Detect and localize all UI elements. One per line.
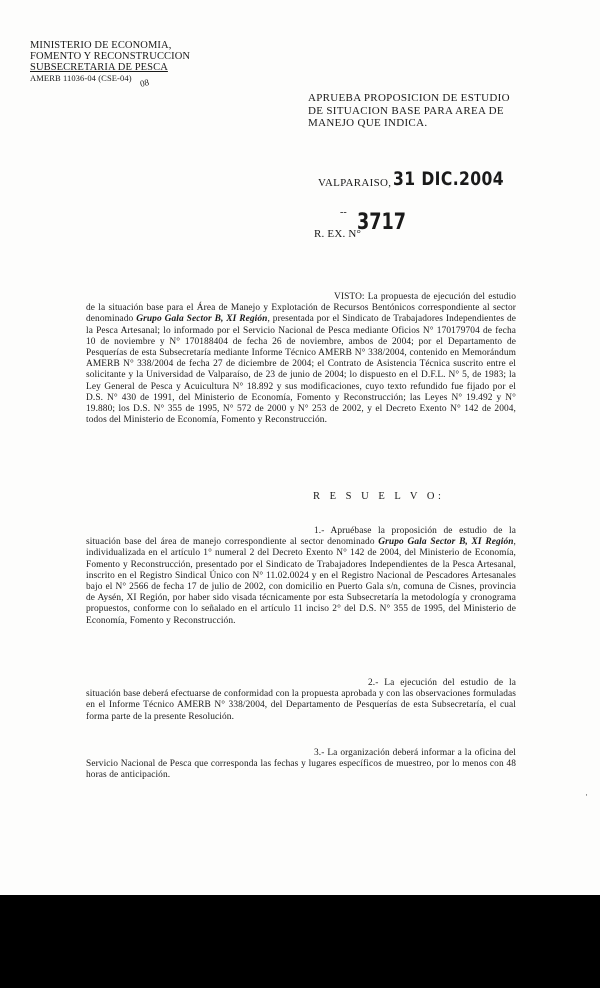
emphasized-text: Grupo Gala Sector B, XI Región [136, 314, 268, 325]
place-label: VALPARAISO, [318, 177, 392, 189]
resuelvo-heading: R E S U E L V O: [313, 491, 445, 502]
body-text: , individualizada en el artículo 1° numeral 2 del Decreto Exento N° 142 de 2004, del Ministerio de Economía, Fomento y Reconstrucción, presentado por el Sindicato de Trabajadores Independientes de la Pesca Artesanal, inscrito en el Registro Sindical Único con N° 11.02.0024 y en el Registro Nacional de Pescadores Artesanales bajo el N° 2566 de fecha 17 de julio de 2002, con domicilio en Puerto Gala s/n, comuna de Cisnes, provincia de Aysén, XI Región, por haber sido visada técnicamente por esta Subsecretaría la metodología y cronograma propuestos, conforme con lo señalado en el artículo 11 inciso 2° del D.S. N° 355 de 1995, del Ministerio de Economía, Fomento y Reconstrucción. [86, 537, 516, 626]
subject-line: DE SITUACION BASE PARA AREA DE [308, 104, 504, 117]
emphasized-text: Grupo Gala Sector B, XI Región [378, 537, 514, 548]
ministry-line: FOMENTO Y RECONSTRUCCION [30, 51, 191, 62]
visto-paragraph [86, 292, 516, 426]
body-text: VISTO: La propuesta de ejecución del estudio de la situación base para el Área de Manejo y Explotación de Recursos Bentónicos correspondiente al sector denominado [86, 292, 516, 325]
ministry-line: MINISTERIO DE ECONOMIA, [30, 40, 172, 51]
margin-mark: · [585, 790, 588, 800]
resolution-item-1 [86, 526, 516, 627]
resolution-item-2: 2.- La ejecución del estudio de la situación base deberá efectuarse de conformidad con la propuesta aprobada y con las observaciones formuladas en el Informe Técnico AMERB N° 338/2004, del Departamento de Pesquerías de esta Subsecretaría, el cual forma parte de la presente Resolución. [86, 678, 516, 722]
resolution-subject [308, 92, 523, 130]
body-text: 1.- Apruébase la proposición de estudio de la situación base del área de manejo correspondiente al sector denominado [86, 526, 516, 548]
subject-line: MANEJO QUE INDICA. [308, 117, 428, 129]
resolution-label: R. EX. N° [314, 228, 362, 240]
resolution-tick: -- [340, 207, 347, 218]
scan-border [0, 895, 600, 988]
resolution-item-3: 3.- La organización deberá informar a la oficina del Servicio Nacional de Pesca que corresponda las fechas y lugares específicos de muestreo, por lo menos con 48 horas de anticipación. [86, 748, 516, 781]
ministry-line: AMERB 11036-04 (CSE-04) [30, 73, 132, 83]
handwritten-mark: 08 [139, 77, 150, 89]
subject-line: APRUEBA PROPOSICION DE ESTUDIO [308, 92, 510, 104]
ministry-line: SUBSECRETARIA DE PESCA [30, 62, 168, 73]
ministry-header [30, 40, 200, 84]
body-text: , presentada por el Sindicato de Trabajadores Independientes de la Pesca Artesanal; lo informado por el Servicio Nacional de Pesca mediante Oficios N° 170179704 de fecha 10 de noviembre y N° 170188404 de fecha 26 de noviembre, ambos de 2004; por el Departamento de Pesquerías de esta Subsecretaría mediante Informe Técnico AMERB N° 338/2004, contenido en Memorándum AMERB N° 338/2004 de fecha 27 de diciembre de 2004; el Contrato de Asistencia Técnica suscrito entre el solicitante y la Universidad de Valparaíso, de 23 de junio de 2004; lo dispuesto en el D.F.L. N° 5, de 1983; la Ley General de Pesca y Acuicultura N° 18.892 y sus modificaciones, cuyo texto refundido fue fijado por el D.S. N° 430 de 1991, del Ministerio de Economía, Fomento y Reconstrucción; las Leyes N° 19.492 y N° 19.880; los D.S. N° 355 de 1995, N° 572 de 2000 y N° 253 de 2002, y el Decreto Exento N° 142 de 2004, todos del Ministerio de Economía, Fomento y Reconstrucción. [86, 314, 517, 426]
date-stamp: 31 DIC.2004 [393, 168, 505, 190]
resolution-number: 3717 [357, 210, 406, 235]
